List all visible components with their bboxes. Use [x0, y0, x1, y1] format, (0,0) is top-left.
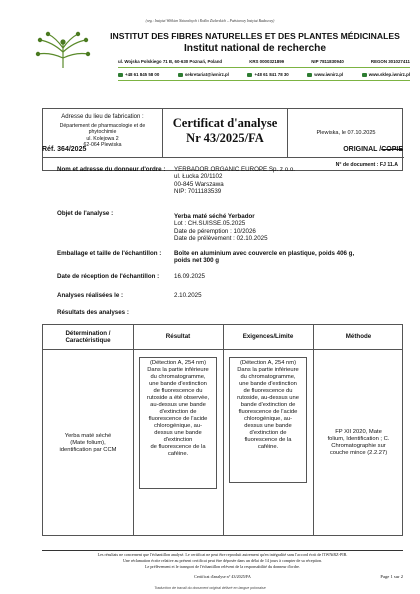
donor-line: 00-845 Warszawa: [174, 180, 224, 188]
footer-line: Les résultats ne concernent que l'échantillon analysé. Le certificat ne peut être reproduit autrement qu'en intégralité sans l'accord écrit de l'IWNiRZ-PIB.: [97, 552, 348, 557]
header-divider: [118, 67, 410, 68]
result-line: chlorogénique, au-: [153, 423, 203, 429]
copy-label: COPIE: [381, 146, 403, 153]
limit-cell: [229, 357, 307, 483]
determination-line: Yerba maté séché: [64, 432, 112, 439]
result-line: une bande d'extinction: [149, 381, 207, 387]
original-label: ORIGINAL /: [343, 146, 382, 153]
result-line: de fluorescence de la: [150, 444, 206, 450]
method-cell: [313, 349, 404, 537]
method-line: folium, Identification ; C.: [327, 436, 390, 442]
fax-icon: [247, 73, 252, 77]
results-label: Résultats des analyses :: [57, 309, 129, 316]
website-1: www.iwnirz.pl: [314, 72, 344, 77]
phone-icon: [118, 73, 123, 77]
determination-line: (Mate folium),: [70, 439, 106, 446]
certificate-title-cell: [163, 109, 288, 157]
place-date: Plewiska, le 07.10.2025: [316, 130, 376, 136]
result-line: dessus une bande: [154, 430, 202, 436]
object-label: Objet de l'analyse :: [57, 210, 114, 217]
result-line: caféine.: [167, 451, 189, 457]
analysed-date-label: Analyses réalisées le :: [57, 292, 124, 299]
limit-line: chlorogénique, au-: [243, 416, 293, 422]
result-line: rutoside a été observée,: [146, 395, 210, 401]
institute-name: INSTITUT DES FIBRES NATURELLES ET DES PLANTES MÉDICINALES: [110, 31, 400, 41]
received-date-label: Date de réception de l'échantillon :: [57, 273, 160, 280]
packaging-value: [174, 250, 354, 265]
analysed-date-value: 2.10.2025: [174, 292, 202, 299]
reference-number: Réf. 364/2025: [42, 146, 87, 153]
result-line: Dans la partie inférieure: [147, 367, 209, 373]
footer-line: Une réclamation écrite relative au présent certificat peut être déposée dans un délai de 14 jours à compter de sa réception.: [122, 558, 323, 563]
institute-logo-icon: [34, 30, 92, 70]
donor-line: NIP: 7011183539: [174, 188, 222, 196]
object-line: Date de prélèvement : 02.10.2025: [174, 235, 268, 243]
sampling-address-line: phytochimie: [88, 129, 117, 136]
method-line: couche mince (2.2.27): [329, 450, 388, 456]
donor-line: ul. Łucka 20/1102: [174, 173, 223, 181]
object-line: Lot : CH.SUISSE.05.2025: [174, 220, 246, 228]
page-number: Page 1 sur 2: [380, 574, 403, 579]
limit-line: rutoside, au-dessus une: [237, 395, 299, 401]
result-line: (Détection A, 254 nm): [149, 360, 207, 366]
received-date-value: 16.09.2025: [174, 273, 205, 280]
mail-icon: [178, 73, 183, 77]
certificate-number: Nr 43/2025/FA: [186, 131, 264, 145]
contact-line: [118, 72, 410, 77]
footer-line: Le prélèvement et le transport de l'échantillon relèvent de la responsabilité du donneur d'ordre.: [145, 564, 300, 569]
limit-line: bande d'extinction de: [240, 402, 296, 408]
header-divider-bottom: [118, 80, 410, 81]
document-number: N° de document : FJ 11.A: [43, 157, 404, 172]
certificate-title: Certificat d'analyse: [172, 116, 278, 130]
sampling-address-line: Département de pharmacologie et de: [59, 123, 146, 129]
result-line: fluorescence de l'acide: [148, 416, 208, 422]
limit-line: de fluorescence du: [243, 388, 293, 394]
limit-line: d'extinction de: [249, 430, 287, 436]
footer-divider: [42, 550, 403, 551]
address-line: [118, 59, 410, 64]
regon-number: REGON 301027411: [370, 59, 410, 64]
certificate-header-box: [42, 108, 403, 171]
email-address: sekretariat@iwnirz.pl: [184, 72, 229, 77]
limit-line: caféine.: [257, 444, 279, 450]
globe-icon: [307, 73, 312, 77]
header-limit: Exigences/Limite: [242, 333, 294, 341]
result-line: d'extinction de: [159, 409, 197, 415]
krs-number: KRS 0000321899: [249, 59, 285, 64]
method-line: Chromatographie sur: [331, 443, 386, 449]
result-cell: [139, 357, 217, 489]
packaging-line: poids net 300 g: [174, 257, 220, 265]
determination-line: identification par CCM: [59, 446, 117, 453]
institute-subtitle: Institut national de recherche: [183, 43, 327, 54]
results-table: [42, 324, 403, 536]
packaging-line: Boîte en aluminium avec couvercle en plastique, poids 406 g,: [174, 250, 355, 257]
header-top-note: (org.: Instytut Włókien Naturalnych i Roślin Zielarskich – Państwowy Instytut Badawczy): [145, 19, 275, 23]
donor-label: Nom et adresse du donneur d'ordre :: [57, 166, 166, 173]
sampling-address-line: 62-064 Plewiska: [83, 142, 122, 149]
object-name: Yerba maté séché Yerbador: [174, 213, 255, 220]
phone-1: +48 61 845 58 00: [125, 72, 160, 77]
result-line: au-dessus une bande: [150, 402, 206, 408]
footer-certificate-ref: Certificat d'analyse n° 43/2025/FA: [194, 574, 251, 579]
original-copy-marker: [343, 146, 403, 153]
address: ul. Wojska Polskiego 71 B, 60-630 Poznań, Poland: [118, 59, 223, 64]
limit-line: (Détection A, 254 nm): [239, 360, 297, 366]
sampling-address-label: Adresse du lieu de fabrication :: [61, 114, 144, 120]
limit-line: fluorescence de la: [244, 437, 292, 443]
website-2: www.sklep.iwnirz.pl: [368, 72, 410, 77]
limit-line: du chromatogramme,: [240, 374, 296, 380]
cart-icon: [362, 73, 367, 77]
donor-value: [174, 166, 295, 196]
nip-number: NIP 7811830940: [311, 59, 344, 64]
sampling-address-line: ul. Kolejowa 2: [86, 135, 119, 142]
translation-note: Traduction de travail du document original délivré en langue polonaise: [154, 586, 266, 590]
method-line: FP XII 2020, Mate: [335, 429, 382, 435]
header-result: Résultat: [165, 333, 191, 341]
result-line: d'extinction: [163, 437, 193, 443]
determination-cell: [43, 349, 133, 537]
limit-line: une bande d'extinction: [239, 381, 297, 387]
object-value: [174, 213, 268, 243]
limit-line: fluorescence de l'acide: [238, 409, 298, 415]
packaging-label: Emballage et taille de l'échantillon :: [57, 250, 162, 257]
header-method: Méthode: [345, 333, 372, 341]
result-line: de fluorescence du: [153, 388, 203, 394]
object-line: Date de péremption : 10/2026: [174, 227, 256, 235]
phone-2: +48 61 841 78 30: [254, 72, 289, 77]
donor-line: YERBADOR ORGANIC EUROPE Sp. z o.o.: [174, 166, 296, 173]
limit-line: dessus une bande: [244, 423, 292, 429]
header-determination: Détermination / Caractéristique: [65, 329, 111, 344]
result-line: du chromatogramme,: [150, 374, 206, 380]
limit-line: Dans la partie inférieure: [237, 367, 299, 373]
